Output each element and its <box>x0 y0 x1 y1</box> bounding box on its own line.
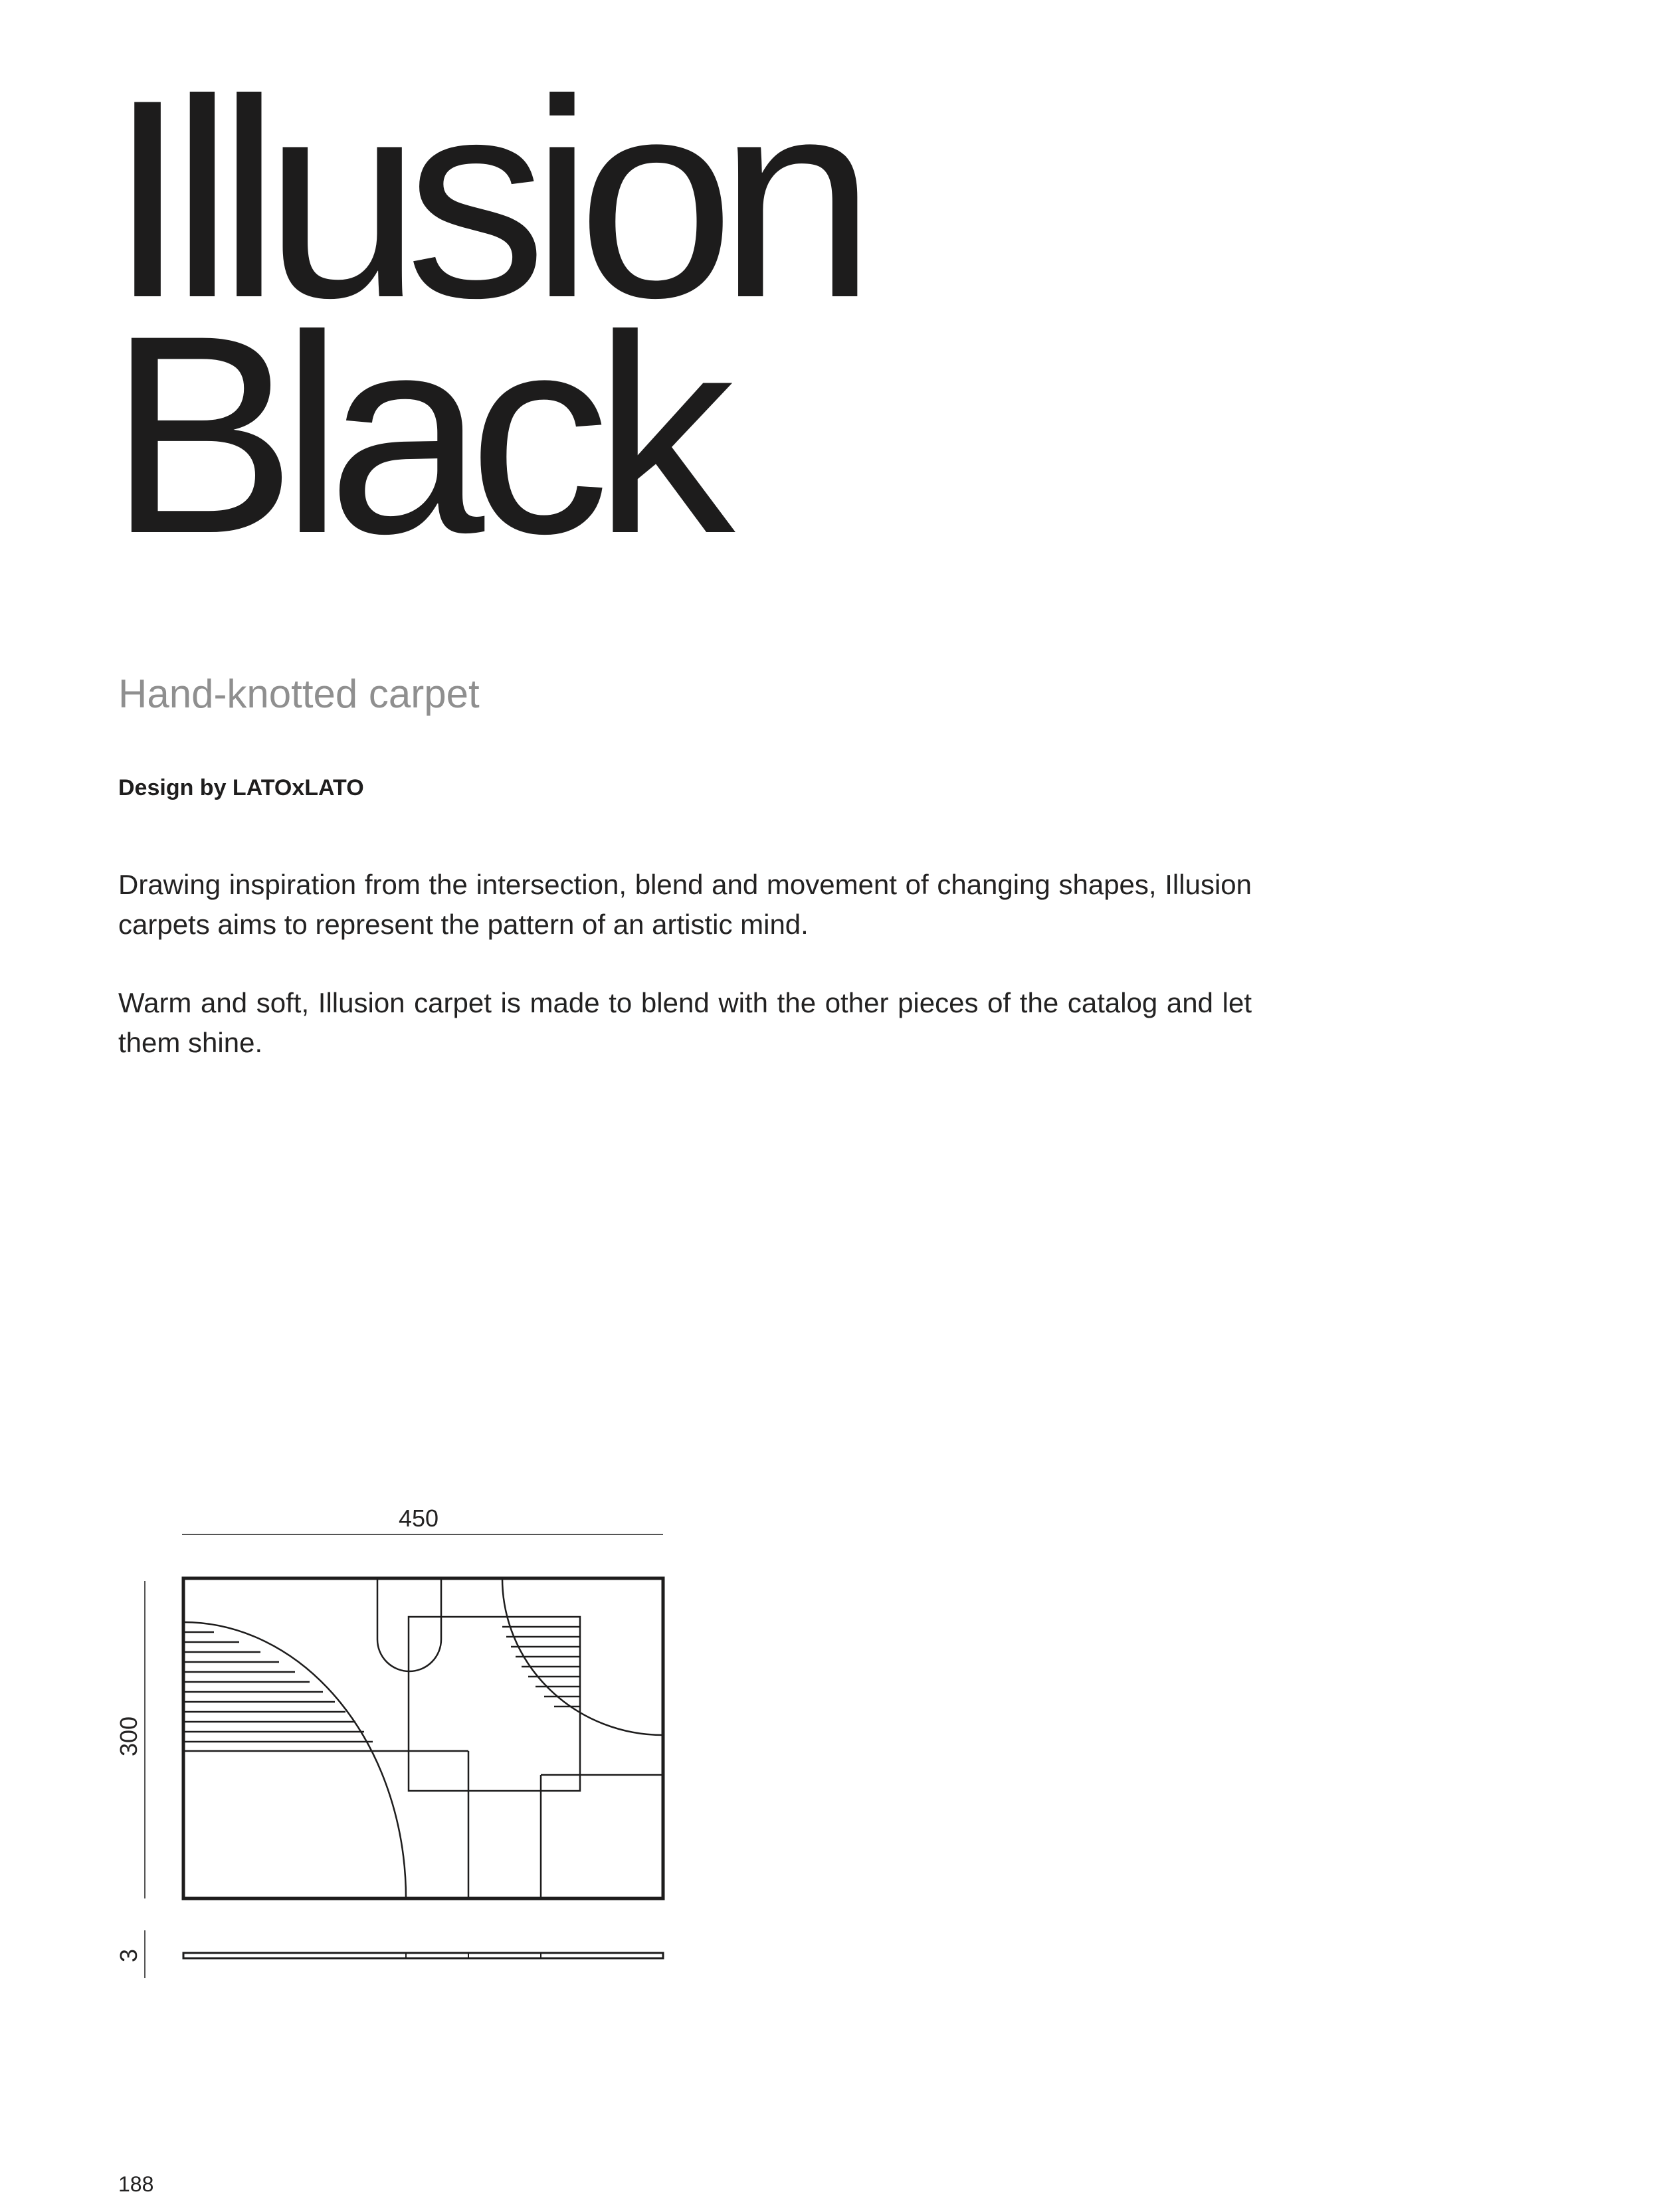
left-arc <box>183 1622 406 1898</box>
description-paragraph-1: Drawing inspiration from the intersection, blend and movement of changing shapes, Illusion carpets aims to represent the pattern of an artistic mind. <box>118 869 1252 940</box>
designer-credit: Design by LATOxLATO <box>118 775 364 800</box>
carpet-outline <box>183 1578 663 1898</box>
carpet-side-profile <box>183 1953 663 1958</box>
center-square <box>409 1617 580 1791</box>
thickness-dimension-label: 3 <box>115 1948 142 1963</box>
product-subtitle: Hand-knotted carpet <box>118 672 480 716</box>
width-dimension-label: 450 <box>398 1505 439 1532</box>
product-title <box>108 41 860 593</box>
description-paragraph-2: Warm and soft, Illusion carpet is made to blend with the other pieces of the catalog and let them shine. <box>118 987 1252 1058</box>
product-title-line-2: Black <box>108 277 720 593</box>
height-dimension-label: 300 <box>115 1716 142 1757</box>
carpet-plan-view <box>183 1578 663 1898</box>
carpet-technical-drawing <box>0 1488 731 1993</box>
product-title-line-1: Illusion <box>108 41 860 357</box>
page-number: 188 <box>118 2172 154 2196</box>
